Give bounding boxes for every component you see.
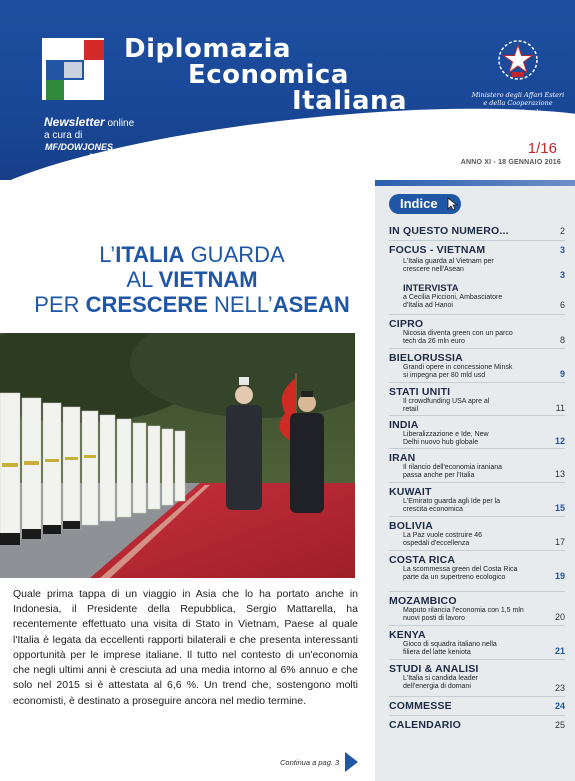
index-item[interactable] xyxy=(389,318,565,347)
headline-part: AL xyxy=(126,266,159,292)
headline-part: GUARDA xyxy=(184,242,285,267)
logo-gray-square xyxy=(64,62,82,78)
logo-red-square xyxy=(84,40,104,60)
index-item-page: 11 xyxy=(555,403,565,413)
index-divider xyxy=(389,314,565,315)
newsletter-cura: a cura di xyxy=(44,130,83,142)
index-divider xyxy=(389,550,565,551)
index-divider xyxy=(389,696,565,697)
ministry-name-line2: e della Cooperazione Internazionale xyxy=(483,99,553,116)
index-divider xyxy=(389,591,565,592)
index-item[interactable] xyxy=(389,554,565,583)
index-divider xyxy=(389,482,565,483)
index-item[interactable] xyxy=(389,595,565,624)
headline-bold: VIETNAM xyxy=(158,266,258,292)
index-item-page: 25 xyxy=(554,720,565,730)
index-sidebar-strip xyxy=(375,180,575,186)
masthead-title-line3: Italiana xyxy=(292,86,408,116)
ministry-block xyxy=(470,38,566,116)
index-item-title[interactable]: KUWAIT xyxy=(389,486,432,498)
headline-bold: CRESCERE xyxy=(85,291,208,317)
index-item-subtitle[interactable]: Nicosia diventa green con un parco tech da 26 mln euro xyxy=(403,330,513,346)
index-item-subtitle[interactable]: L'Italia si candida leader dell'energia di domani xyxy=(403,675,478,691)
index-item-title[interactable]: BOLIVIA xyxy=(389,520,433,532)
index-item[interactable] xyxy=(389,719,565,731)
index-item-page: 12 xyxy=(554,436,565,446)
index-item-page: 13 xyxy=(554,469,565,479)
index-item-subtitle[interactable]: L'Italia guarda al Vietnam per crescere nell'Asean xyxy=(403,258,494,274)
arrow-right-icon[interactable] xyxy=(345,752,358,772)
logo-green-square xyxy=(46,80,64,100)
masthead-title-line1: Diplomazia xyxy=(124,34,292,64)
masthead-title xyxy=(124,36,407,114)
cursor-icon xyxy=(445,197,459,211)
index-item[interactable] xyxy=(389,244,565,280)
index-item-subtitle[interactable]: Grandi opere in concessione Minsk si impegna per 80 mld usd xyxy=(403,364,513,380)
ministry-name-line1: Ministero degli Affari Esteri xyxy=(471,91,565,99)
publisher-name: MF/DOWJONES xyxy=(45,142,114,152)
headline-bold: ASEAN xyxy=(272,291,350,317)
index-item[interactable] xyxy=(389,700,565,712)
issue-number: 1/16 xyxy=(527,140,557,157)
index-item-subtitle[interactable]: L'Emirato guarda agli Ide per la crescita economica xyxy=(403,498,501,514)
index-item-page: 21 xyxy=(554,646,565,656)
newsletter-logo xyxy=(42,38,104,100)
index-item-page: 9 xyxy=(559,369,565,379)
article-body: Quale prima tappa di un viaggio in Asia che lo ha portato anche in Indonesia, il Presidente della Repubblica, Sergio Mattarella, ha recentemente effettuato una visita di Stato in Vietnam, Paese al quale l'Italia è legata da eccellenti rapporti bilaterali e che presenta interessanti opportunità per le imprese italiane. Il tutto nel contesto di un'economia che negli ultimi anni è cresciuta ad una media intorno al 6% annuo e che solo nel 2015 si è attestata al 6,6 %. Un trend che, sostengono molti economisti, è destinato a proseguire ancora nel medio termine. xyxy=(13,588,358,707)
index-divider xyxy=(389,415,565,416)
continue-label[interactable]: Continua a pag. 3 xyxy=(280,757,340,767)
headline-part: L’ xyxy=(99,242,116,267)
issue-date: ANNO XI - 18 GENNAIO 2016 xyxy=(460,159,561,166)
index-item-page: 19 xyxy=(554,571,565,581)
index-divider xyxy=(389,715,565,716)
index-item-page: 23 xyxy=(554,683,565,693)
index-item[interactable] xyxy=(389,520,565,549)
index-item-page: 3 xyxy=(559,245,565,255)
index-divider xyxy=(389,516,565,517)
index-heading: Indice xyxy=(389,194,461,214)
index-item-title[interactable]: COMMESSE xyxy=(389,700,452,712)
index-item-title[interactable]: STATI UNITI xyxy=(389,386,451,398)
index-item[interactable] xyxy=(389,663,565,692)
index-item[interactable] xyxy=(389,352,565,381)
index-item[interactable] xyxy=(389,419,565,448)
headline-part: PER xyxy=(34,291,86,317)
index-item-subtitle[interactable]: La Paz vuole costruire 46 ospedali d'eccellenza xyxy=(403,532,482,548)
index-item-subtitle[interactable]: La scommessa green del Costa Rica parte da un supertreno ecologico xyxy=(403,566,518,582)
state-visit-photo xyxy=(0,333,355,578)
masthead-title-line2: Economica xyxy=(188,60,349,90)
index-item-page: 20 xyxy=(554,612,565,622)
index-item-page: 24 xyxy=(554,701,565,711)
publisher-logo xyxy=(45,142,113,163)
index-item[interactable] xyxy=(389,386,565,415)
index-item-title[interactable]: STUDI & ANALISI xyxy=(389,663,479,675)
index-item[interactable] xyxy=(389,452,565,481)
index-item-title[interactable]: BIELORUSSIA xyxy=(389,352,463,364)
index-item-subtitle[interactable]: Il crowdfunding USA apre al retail xyxy=(403,398,490,414)
index-item-title[interactable]: CALENDARIO xyxy=(389,719,461,731)
index-item-title[interactable]: IN QUESTO NUMERO... xyxy=(389,225,509,237)
index-item-title[interactable]: MOZAMBICO xyxy=(389,595,457,607)
index-divider xyxy=(389,659,565,660)
index-item[interactable] xyxy=(389,283,565,311)
index-item-title[interactable]: INTERVISTA xyxy=(403,283,459,294)
index-item-subtitle[interactable]: a Cecilia Piccioni, Ambasciatore d'Italia ad Hanoi xyxy=(403,294,503,310)
index-item-title[interactable]: KENYA xyxy=(389,629,426,641)
index-divider xyxy=(389,448,565,449)
index-item[interactable] xyxy=(389,225,565,237)
index-item-title[interactable]: INDIA xyxy=(389,419,419,431)
index-item-page: 2 xyxy=(559,226,565,236)
publisher-news: News xyxy=(89,152,113,163)
index-divider xyxy=(389,348,565,349)
index-divider xyxy=(389,240,565,241)
index-item-page: 3 xyxy=(559,270,565,280)
index-divider xyxy=(389,382,565,383)
newsletter-online: online xyxy=(104,118,135,129)
continue-link[interactable] xyxy=(280,752,358,772)
article-headline xyxy=(22,243,362,318)
index-item-title[interactable]: CIPRO xyxy=(389,318,424,330)
headline-part: NELL’ xyxy=(207,291,273,317)
index-item-title[interactable]: FOCUS - VIETNAM xyxy=(389,244,486,256)
index-item-subtitle[interactable]: Gioco di squadra italiano nella filiera del latte keniota xyxy=(403,641,497,657)
newsletter-label-block xyxy=(44,116,134,141)
index-divider xyxy=(389,625,565,626)
index-item-title[interactable]: IRAN xyxy=(389,452,416,464)
index-item-subtitle[interactable]: Il rilancio dell'economia iraniana passa anche per l'Italia xyxy=(403,464,503,480)
index-item-page: 6 xyxy=(559,300,565,310)
index-item[interactable] xyxy=(389,629,565,658)
index-item-subtitle[interactable]: Maputo rilancia l'economia con 1,5 mln nuovi posti di lavoro xyxy=(403,607,524,623)
index-item-page: 8 xyxy=(559,335,565,345)
index-item-subtitle[interactable]: Liberalizzazione e Ide, New Delhi nuovo hub globale xyxy=(403,431,489,447)
index-item-page: 17 xyxy=(554,537,565,547)
headline-bold: ITALIA xyxy=(115,242,185,267)
index-item-page: 15 xyxy=(554,503,565,513)
italian-republic-emblem-icon xyxy=(496,38,540,82)
index-item[interactable] xyxy=(389,486,565,515)
index-item-title[interactable]: COSTA RICA xyxy=(389,554,456,566)
newsletter-label: Newsletter xyxy=(44,115,105,129)
article-photo xyxy=(0,333,355,578)
masthead xyxy=(0,0,575,180)
